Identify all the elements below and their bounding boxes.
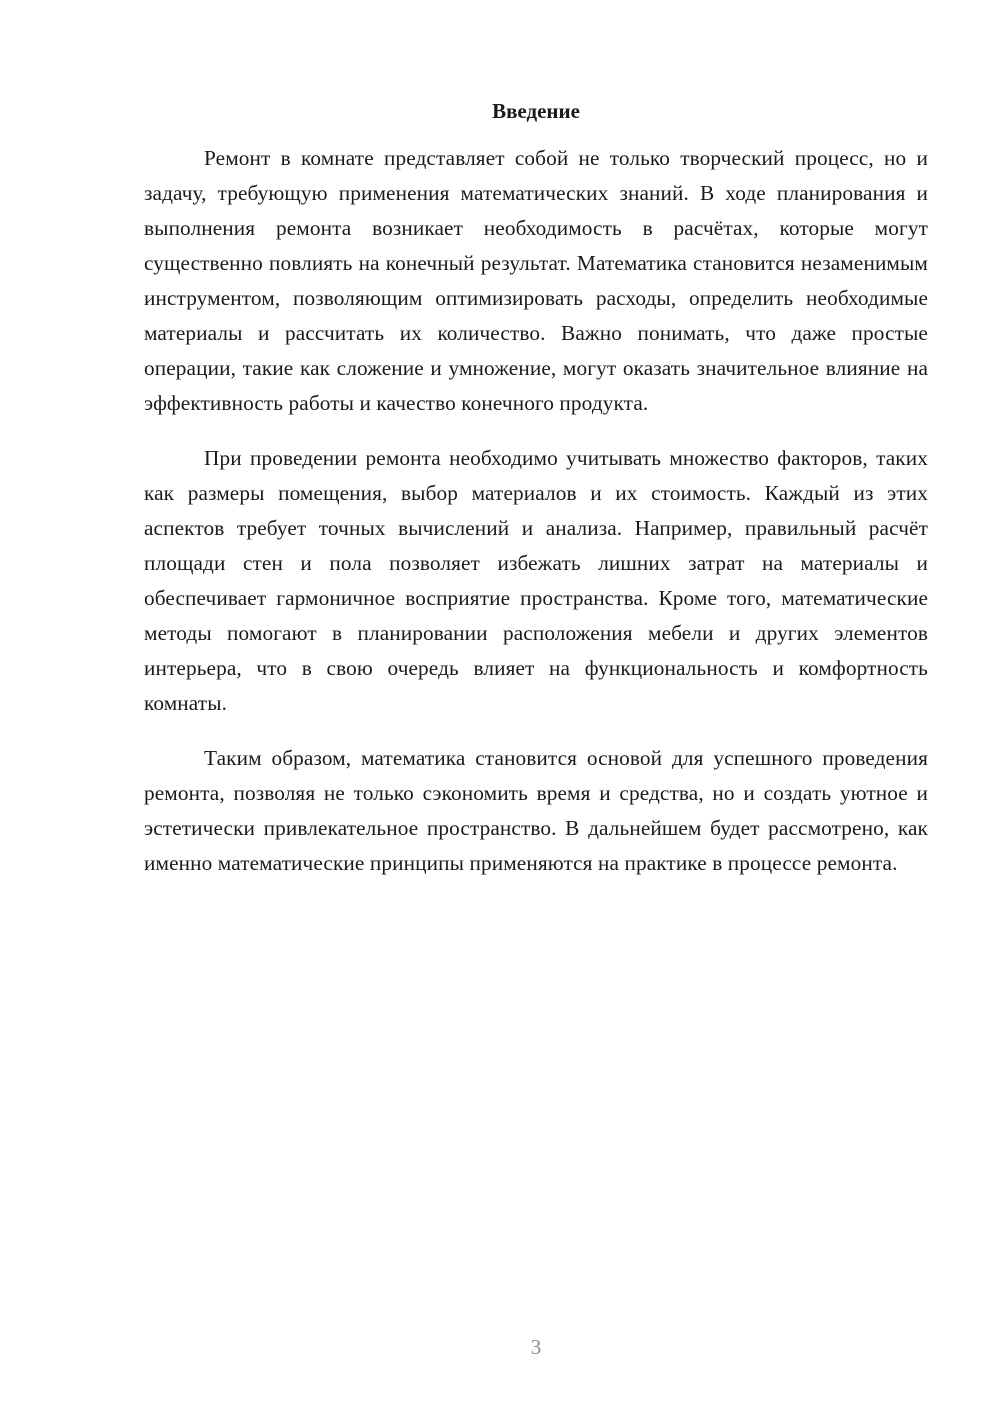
- page-number: 3: [530, 1335, 542, 1359]
- paragraph-3: Таким образом, математика становится основой для успешного проведения ремонта, позволяя не только сэкономить время и средства, но и создать уютное и эстетически привлекательное пространство. В дальнейшем будет рассмотрено, как именно математические принципы применяются на практике в процессе ремонта.: [144, 746, 928, 875]
- paragraph-2: При проведении ремонта необходимо учитывать множество факторов, таких как размеры помещения, выбор материалов и их стоимость. Каждый из этих аспектов требует точных вычислений и анализа. Например, правильный расчёт площади стен и пола позволяет избежать лишних затрат на материалы и обеспечивает гармоничное восприятие пространства. Кроме того, математические методы помогают в планировании расположения мебели и других элементов интерьера, что в свою очередь влияет на функциональность и комфортность комнаты.: [144, 446, 928, 715]
- paragraph-1: Ремонт в комнате представляет собой не только творческий процесс, но и задачу, требующую применения математических знаний. В ходе планирования и выполнения ремонта возникает необходимость в расчётах, которые могут существенно повлиять на конечный результат. Математика становится незаменимым инструментом, позволяющим оптимизировать расходы, определить необходимые материалы и рассчитать их количество. Важно понимать, что даже простые операции, такие как сложение и умножение, могут оказать значительное влияние на эффективность работы и качество конечного продукта.: [144, 146, 928, 415]
- body-text: [144, 141, 928, 901]
- page-title: Введение: [492, 99, 580, 123]
